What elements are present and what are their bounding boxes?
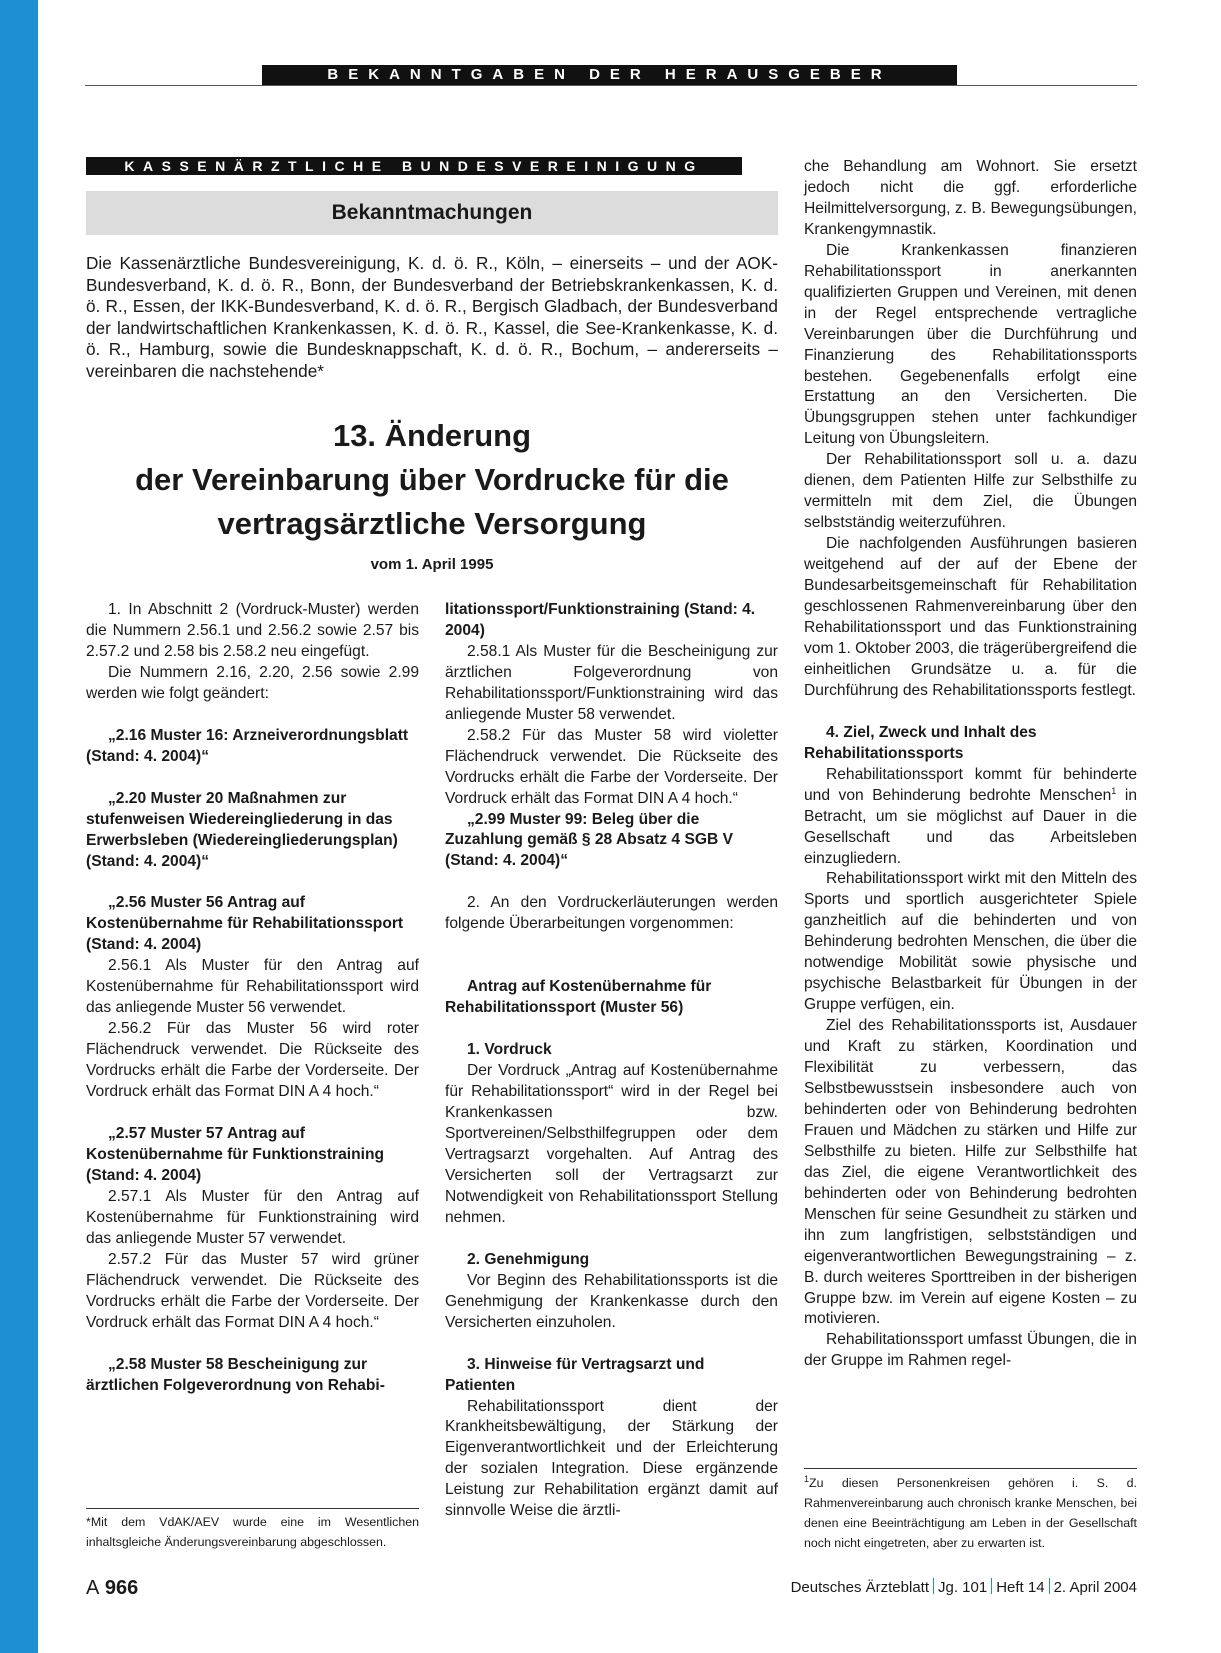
section-heading: 1. Vordruck (467, 1041, 552, 1059)
paragraph: 2.58.2 Für das Muster 58 wird violetter Flächendruck verwendet. Die Rückseite des Vordrucks erhält die Farbe der Vorderseite. Der Vordruck erhält das Format DIN A 4 hoch.“ (445, 726, 778, 807)
paragraph: 2.57.2 Für das Muster 57 wird grüner Flächendruck verwendet. Die Rückseite des Vordrucks erhält die Farbe der Vorderseite. Der Vordruck erhält das Format DIN A 4 hoch.“ (86, 1250, 419, 1331)
footer-separator (1049, 1578, 1050, 1594)
section-band: KASSENÄRZTLICHE BUNDESVEREINIGUNG (86, 157, 742, 175)
paragraph: Die Krankenkassen finanzieren Rehabilitationssport in anerkannten qualifizierten Gruppen und Vereinen, mit denen in der Regel entsprechende vertragliche Vereinbarungen über die Durchführung und Finanzierung des Rehabilitationssports bestehen. Gegebenenfalls erfolgt eine Erstattung an den Versicherten. Die Übungsgruppen stehen unter fachkundiger Leitung von Übungsleitern. (804, 241, 1137, 448)
page-number-value: 966 (104, 1577, 139, 1599)
journal-name: Deutsches Ärzteblatt (790, 1579, 929, 1596)
paragraph: Der Vordruck „Antrag auf Kostenübernahme für Rehabilitationssport“ wird in der Regel bei Krankenkassen bzw. Sportvereinen/Selbsthilfegruppen oder dem Vertragsarzt vorgehalten. Auf Antrag des Versicherten soll der Vertragsarzt zur Notwendigkeit von Rehabilitationssport Stellung nehmen. (445, 1062, 778, 1226)
text-column-2 (445, 600, 778, 1522)
paragraph: Die Nummern 2.16, 2.20, 2.56 sowie 2.99 werden wie folgt geändert: (86, 663, 419, 702)
paragraph: Vor Beginn des Rehabilitationssports ist die Genehmigung der Krankenkasse durch den Versicherten einzuholen. (445, 1271, 778, 1331)
sidebar-accent-bar (0, 0, 38, 1653)
paragraph: 1. In Abschnitt 2 (Vordruck-Muster) werden die Nummern 2.56.1 und 2.56.2 sowie 2.57 bis 2.57.2 und 2.58 bis 2.58.2 neu eingefügt. (86, 601, 419, 660)
header-rule (85, 85, 1137, 86)
footnote-marker: 1 (804, 1473, 810, 1484)
section-heading: „2.99 Muster 99: Beleg über die Zuzahlung gemäß § 28 Absatz 4 SGB V (Stand: 4. 2004)“ (445, 810, 733, 870)
footnote-star: *Mit dem VdAK/AEV wurde eine im Wesentlichen inhaltsgleiche Änderungsvereinbarung abgeschlossen. (86, 1515, 419, 1549)
article-title (86, 414, 778, 546)
section-heading: 4. Ziel, Zweck und Inhalt des Rehabilitationssports (804, 723, 1037, 762)
paragraph: Ziel des Rehabilitationssports ist, Ausdauer und Kraft zu stärken, Koordination und Flexibilität zu verbessern, das Selbstbewusstsein insbesondere auch von behinderten oder von Behinderung bedrohten Frauen und Mädchen zu stärken und Hilfe zur Selbsthilfe zu bieten. Hilfe zur Selbsthilfe hat das Ziel, die eigene Verantwortlichkeit des behinderten oder von Behinderung bedrohten Menschen für seine Gesundheit zu stärken und ihn zum langfristigen, selbstständigen und eigenverantwortlichen Bewegungstraining – z. B. durch weiteres Sporttreiben in der bisherigen Gruppe bzw. im Verein auf eigene Kosten – zu motivieren. (804, 1017, 1137, 1328)
section-box-title: Bekanntmachungen (86, 191, 778, 235)
title-line-1: 13. Änderung (332, 418, 532, 453)
paragraph (804, 765, 1137, 870)
journal-volume: Jg. 101 (938, 1579, 988, 1596)
section-heading: 3. Hinweise für Vertragsarzt und Patienten (445, 1355, 705, 1394)
paragraph-text: in Betracht, um sie möglichst auf Dauer in die Gesellschaft und das Arbeitsleben einzugliedern. (804, 786, 1137, 867)
paragraph: Rehabilitationssport wirkt mit den Mitteln des Sports und sportlich ausgerichteter Spiele ganzheitlich auf die behinderten und von Behinderung bedrohten Menschen, die über die notwendige Mobilität sowie physische und psychische Belastbarkeit für Übungen in der Gruppe verfügen, ein. (804, 870, 1137, 1014)
title-line-3: vertragsärztliche Versorgung (217, 506, 647, 541)
header-band: BEKANNTGABEN DER HERAUSGEBER (262, 65, 957, 85)
paragraph: Rehabilitationssport dient der Krankheitsbewältigung, der Stärkung der Eigenverantwortlichkeit und der Erleichterung der sozialen Integration. Diese ergänzende Leistung zur Rehabilitation ergänzt damit auf sinnvolle Weise die ärztli- (445, 1397, 778, 1520)
section-heading: „2.20 Muster 20 Maßnahmen zur stufenweisen Wiedereingliederung in das Erwerbsleben (Wiedereingliederungsplan) (Stand: 4. 2004)“ (86, 789, 398, 870)
text-column-1 (86, 600, 419, 1396)
section-heading: „2.58 Muster 58 Bescheinigung zur ärztlichen Folgeverordnung von Rehabi- (86, 1355, 385, 1394)
text-column-3 (804, 157, 1137, 1372)
intro-paragraph: Die Kassenärztliche Bundesvereinigung, K. d. ö. R., Köln, – einerseits – und der AOK-Bundesverband, K. d. ö. R., Bonn, der Bundesverband der Betriebskrankenkassen, K. d. ö. R., Essen, der IKK-Bundesverband, K. d. ö. R., Bergisch Gladbach, der Bundesverband der landwirtschaftlichen Krankenkassen, K. d. ö. R., Kassel, die See-Krankenkasse, K. d. ö. R., Hamburg, sowie die Bundesknappschaft, K. d. ö. R., Bochum, – andererseits – vereinbaren die nachstehende* (86, 253, 778, 381)
footer-separator (991, 1578, 992, 1594)
section-heading: „2.16 Muster 16: Arzneiverordnungsblatt (Stand: 4. 2004)“ (86, 726, 409, 765)
paragraph: 2.56.2 Für das Muster 56 wird roter Flächendruck verwendet. Die Rückseite des Vordrucks erhält die Farbe der Vorderseite. Der Vordruck erhält das Format DIN A 4 hoch.“ (86, 1020, 419, 1101)
paragraph: che Behandlung am Wohnort. Sie ersetzt jedoch nicht die ggf. erforderliche Heilmittelversorgung, z. B. Bewegungsübungen, Krankengymnastik. (804, 158, 1137, 238)
footnote-text: Zu diesen Personenkreisen gehören i. S. d. Rahmenvereinbarung auch chronisch kranke Menschen, bei denen eine Beeinträchtigung am Leben in der Gesellschaft noch nicht eingetreten, aber zu erwarten ist. (804, 1476, 1137, 1550)
article-date: vom 1. April 1995 (370, 556, 494, 573)
section-heading: 2. Genehmigung (467, 1250, 590, 1268)
section-heading: „2.57 Muster 57 Antrag auf Kostenübernahme für Funktionstraining (Stand: 4. 2004) (86, 1125, 385, 1184)
footnote-rule (804, 1468, 1137, 1469)
paragraph-text: Rehabilitationssport kommt für behinderte und von Behinderung bedrohte Menschen (804, 765, 1137, 804)
page-number (86, 1576, 138, 1600)
title-line-2: der Vereinbarung über Vordrucke für die (135, 462, 729, 497)
paragraph: Der Rehabilitationssport soll u. a. dazu dienen, dem Patienten Hilfe zur Selbsthilfe zu vermitteln mit dem Ziel, die Übungen selbstständig weiterzuführen. (804, 451, 1137, 532)
paragraph: 2. An den Vordruckerläuterungen werden folgende Überarbeitungen vorgenommen: (445, 894, 778, 933)
section-heading: „2.56 Muster 56 Antrag auf Kostenübernahme für Rehabilitationssport (Stand: 4. 2004) (86, 894, 404, 954)
paragraph: 2.57.1 Als Muster für den Antrag auf Kostenübernahme für Funktionstraining wird das anliegende Muster 57 verwendet. (86, 1187, 419, 1247)
journal-date: 2. April 2004 (1053, 1579, 1137, 1596)
paragraph: Rehabilitationssport umfasst Übungen, die in der Gruppe im Rahmen regel- (804, 1331, 1137, 1370)
footer-separator (933, 1578, 934, 1594)
footnote-1 (804, 1473, 1137, 1553)
journal-issue: Heft 14 (996, 1579, 1045, 1596)
paragraph: 2.56.1 Als Muster für den Antrag auf Kostenübernahme für Rehabilitationssport wird das anliegende Muster 56 verwendet. (86, 957, 419, 1017)
paragraph: Die nachfolgenden Ausführungen basieren weitgehend auf der auf der Ebene der Bundesarbeitsgemeinschaft für Rehabilitation geschlossenen Rahmenvereinbarung über den Rehabilitationssport und das Funktionstraining vom 1. Oktober 2003, die trägerübergreifend die einheitlichen Grundsätze u. a. für die Durchführung des Rehabilitationssports festlegt. (804, 535, 1137, 699)
page-prefix: A (86, 1577, 100, 1599)
footnote-marker: 1 (1111, 785, 1117, 796)
section-heading: Antrag auf Kostenübernahme für Rehabilitationssport (Muster 56) (445, 978, 712, 1017)
paragraph: 2.58.1 Als Muster für die Bescheinigung zur ärztlichen Folgeverordnung von Rehabilitationssport/Funktionstraining wird das anliegende Muster 58 verwendet. (445, 642, 778, 723)
section-heading: litationssport/Funktionstraining (Stand: 4. 2004) (445, 601, 756, 639)
footnote-rule (86, 1508, 419, 1509)
footer-publication (791, 1578, 1137, 1598)
